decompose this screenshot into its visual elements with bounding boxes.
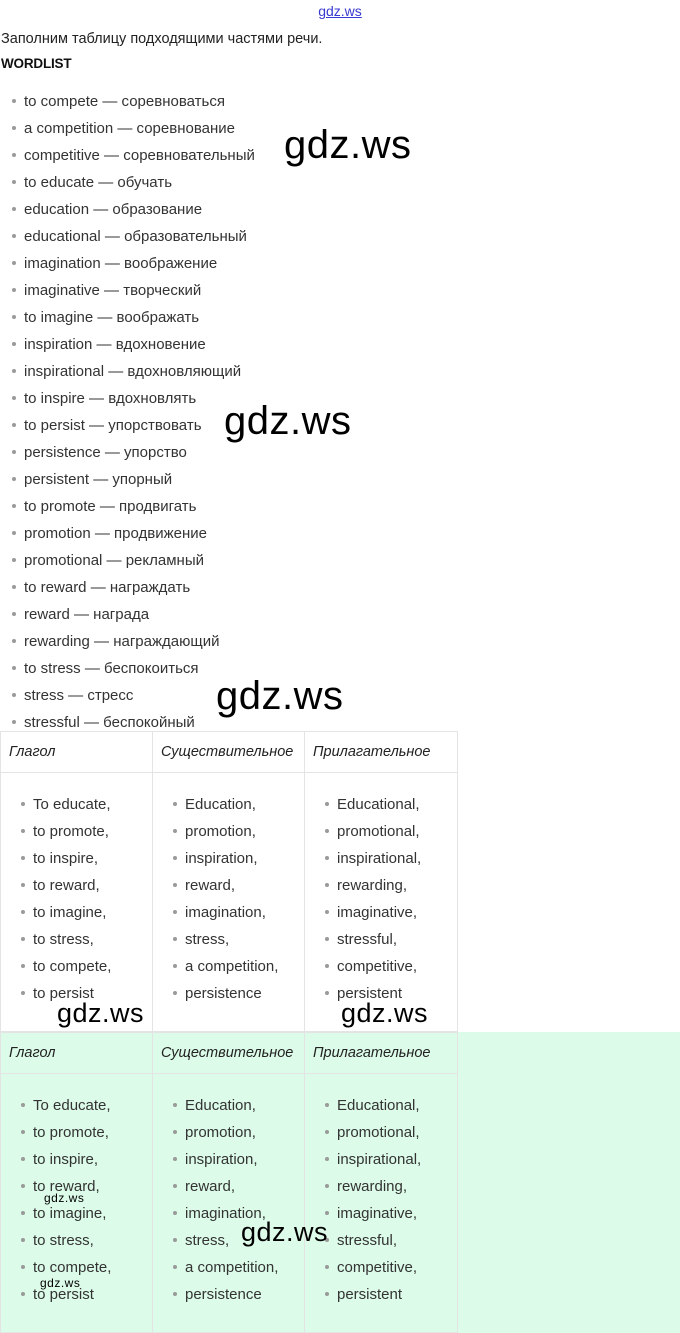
wordlist-title: WORDLIST (1, 56, 72, 71)
list-item: to stress, (21, 1227, 152, 1254)
list-item: rewarding, (325, 1173, 457, 1200)
bullet-icon (325, 1130, 329, 1134)
watermark: gdz.ws (284, 123, 412, 167)
list-item: inspirational, (325, 1146, 457, 1173)
bullet-icon (12, 369, 16, 373)
bullet-icon (173, 856, 177, 860)
wordlist-item: rewarding — награждающий (12, 628, 255, 655)
bullet-icon (173, 829, 177, 833)
column-header-noun: Существительное (153, 732, 305, 773)
bullet-icon (21, 829, 25, 833)
bullet-icon (12, 342, 16, 346)
bullet-icon (12, 261, 16, 265)
bullet-icon (21, 1157, 25, 1161)
list-item: to persist (21, 980, 152, 1007)
bullet-icon (21, 1184, 25, 1188)
wordlist (12, 88, 255, 736)
list-item: competitive, (325, 1254, 457, 1281)
bullet-icon (12, 477, 16, 481)
bullet-icon (12, 612, 16, 616)
wordlist-item: promotional — рекламный (12, 547, 255, 574)
list-item: stress, (173, 1227, 304, 1254)
bullet-icon (325, 1265, 329, 1269)
bullet-icon (12, 180, 16, 184)
bullet-icon (173, 802, 177, 806)
watermark: gdz.ws (341, 998, 429, 1028)
wordlist-item: competitive — соревновательный (12, 142, 255, 169)
wordlist-item: a competition — соревнование (12, 115, 255, 142)
site-link[interactable]: gdz.ws (318, 3, 362, 19)
bullet-icon (12, 720, 16, 724)
bullet-icon (173, 937, 177, 941)
list-item: a competition, (173, 1254, 304, 1281)
bullet-icon (21, 1130, 25, 1134)
list-item: to stress, (21, 926, 152, 953)
bullet-icon (173, 1184, 177, 1188)
wordlist-item: imaginative — творческий (12, 277, 255, 304)
wordlist-item: to stress — беспокоиться (12, 655, 255, 682)
list-item: rewarding, (325, 872, 457, 899)
bullet-icon (173, 1130, 177, 1134)
bullet-icon (21, 964, 25, 968)
bullet-icon (12, 558, 16, 562)
bullet-icon (21, 802, 25, 806)
list-item: imaginative, (325, 899, 457, 926)
bullet-icon (173, 1103, 177, 1107)
noun-cell (153, 773, 305, 1032)
bullet-icon (325, 856, 329, 860)
bullet-icon (21, 1265, 25, 1269)
list-item: persistent (325, 1281, 457, 1308)
bullet-icon (21, 910, 25, 914)
list-item: to compete, (21, 953, 152, 980)
column-header-adjective: Прилагательное (305, 732, 458, 773)
bullet-icon (173, 1157, 177, 1161)
bullet-icon (325, 1103, 329, 1107)
list-item: to inspire, (21, 1146, 152, 1173)
list-item: to inspire, (21, 845, 152, 872)
bullet-icon (21, 856, 25, 860)
bullet-icon (12, 531, 16, 535)
list-item: Education, (173, 791, 304, 818)
wordlist-item: to compete — соревноваться (12, 88, 255, 115)
bullet-icon (325, 910, 329, 914)
list-item: stress, (173, 926, 304, 953)
list-item: promotional, (325, 818, 457, 845)
list-item: reward, (173, 872, 304, 899)
bullet-icon (173, 1211, 177, 1215)
watermark: gdz.ws (241, 1217, 329, 1247)
list-item: Educational, (325, 791, 457, 818)
list-item: competitive, (325, 953, 457, 980)
list-item: To educate, (21, 1092, 152, 1119)
list-item: inspiration, (173, 1146, 304, 1173)
adjective-cell (305, 773, 458, 1032)
watermark: gdz.ws (44, 1191, 85, 1205)
list-item: persistence (173, 1281, 304, 1308)
list-item: to promote, (21, 818, 152, 845)
watermark: gdz.ws (57, 998, 145, 1028)
wordlist-item: to promote — продвигать (12, 493, 255, 520)
bullet-icon (173, 1265, 177, 1269)
bullet-icon (325, 1184, 329, 1188)
wordlist-item: reward — награда (12, 601, 255, 628)
bullet-icon (325, 802, 329, 806)
list-item: to imagine, (21, 899, 152, 926)
bullet-icon (12, 315, 16, 319)
wordlist-item: stressful — беспокойный (12, 709, 255, 736)
noun-cell (153, 1074, 305, 1333)
list-item: Education, (173, 1092, 304, 1119)
parts-of-speech-table (0, 731, 458, 1032)
watermark: gdz.ws (216, 674, 344, 718)
list-item: To educate, (21, 791, 152, 818)
bullet-icon (12, 666, 16, 670)
list-item: persistent (325, 980, 457, 1007)
watermark: gdz.ws (40, 1276, 81, 1290)
bullet-icon (21, 1103, 25, 1107)
list-item: stressful, (325, 926, 457, 953)
list-item: to reward, (21, 872, 152, 899)
bullet-icon (12, 153, 16, 157)
wordlist-item: inspirational — вдохновляющий (12, 358, 255, 385)
bullet-icon (12, 234, 16, 238)
list-item: persistence (173, 980, 304, 1007)
list-item: inspiration, (173, 845, 304, 872)
bullet-icon (21, 883, 25, 887)
watermark: gdz.ws (224, 399, 352, 443)
list-item: to compete, (21, 1254, 152, 1281)
column-header-verb: Глагол (1, 1033, 153, 1074)
bullet-icon (173, 883, 177, 887)
verb-cell (1, 773, 153, 1032)
bullet-icon (21, 1292, 25, 1296)
intro-text: Заполним таблицу подходящими частями речи. (1, 31, 323, 47)
bullet-icon (173, 1238, 177, 1242)
bullet-icon (12, 504, 16, 508)
wordlist-item: to persist — упорствовать (12, 412, 255, 439)
bullet-icon (12, 450, 16, 454)
adjective-cell (305, 1074, 458, 1333)
list-item: imagination, (173, 1200, 304, 1227)
table-row (1, 773, 458, 1032)
list-item: stressful, (325, 1227, 457, 1254)
wordlist-item: education — образование (12, 196, 255, 223)
bullet-icon (325, 937, 329, 941)
list-item: Educational, (325, 1092, 457, 1119)
list-item: imaginative, (325, 1200, 457, 1227)
bullet-icon (12, 585, 16, 589)
bullet-icon (325, 964, 329, 968)
list-item: to persist (21, 1281, 152, 1308)
wordlist-item: stress — стресс (12, 682, 255, 709)
bullet-icon (173, 910, 177, 914)
bullet-icon (21, 937, 25, 941)
bullet-icon (173, 964, 177, 968)
wordlist-item: to educate — обучать (12, 169, 255, 196)
bullet-icon (12, 396, 16, 400)
column-header-noun: Существительное (153, 1033, 305, 1074)
bullet-icon (325, 883, 329, 887)
bullet-icon (12, 639, 16, 643)
wordlist-item: to imagine — воображать (12, 304, 255, 331)
list-item: to reward, (21, 1173, 152, 1200)
bullet-icon (325, 1211, 329, 1215)
wordlist-item: inspiration — вдохновение (12, 331, 255, 358)
list-item: a competition, (173, 953, 304, 980)
bullet-icon (21, 1211, 25, 1215)
bullet-icon (21, 1238, 25, 1242)
list-item: promotion, (173, 818, 304, 845)
bullet-icon (325, 991, 329, 995)
bullet-icon (12, 126, 16, 130)
wordlist-item: to reward — награждать (12, 574, 255, 601)
bullet-icon (173, 991, 177, 995)
bullet-icon (12, 288, 16, 292)
wordlist-item: imagination — воображение (12, 250, 255, 277)
list-item: inspirational, (325, 845, 457, 872)
table-header-row (1, 732, 458, 773)
bullet-icon (173, 1292, 177, 1296)
list-item: promotional, (325, 1119, 457, 1146)
bullet-icon (12, 99, 16, 103)
wordlist-item: promotion — продвижение (12, 520, 255, 547)
column-header-adjective: Прилагательное (305, 1033, 458, 1074)
list-item: to promote, (21, 1119, 152, 1146)
wordlist-item: educational — образовательный (12, 223, 255, 250)
wordlist-item: to inspire — вдохновлять (12, 385, 255, 412)
table-header-row (1, 1033, 458, 1074)
list-item: reward, (173, 1173, 304, 1200)
bullet-icon (325, 829, 329, 833)
bullet-icon (325, 1292, 329, 1296)
bullet-icon (12, 207, 16, 211)
column-header-verb: Глагол (1, 732, 153, 773)
list-item: to imagine, (21, 1200, 152, 1227)
bullet-icon (12, 693, 16, 697)
bullet-icon (12, 423, 16, 427)
wordlist-item: persistent — упорный (12, 466, 255, 493)
list-item: promotion, (173, 1119, 304, 1146)
bullet-icon (325, 1157, 329, 1161)
wordlist-item: persistence — упорство (12, 439, 255, 466)
list-item: imagination, (173, 899, 304, 926)
bullet-icon (21, 991, 25, 995)
